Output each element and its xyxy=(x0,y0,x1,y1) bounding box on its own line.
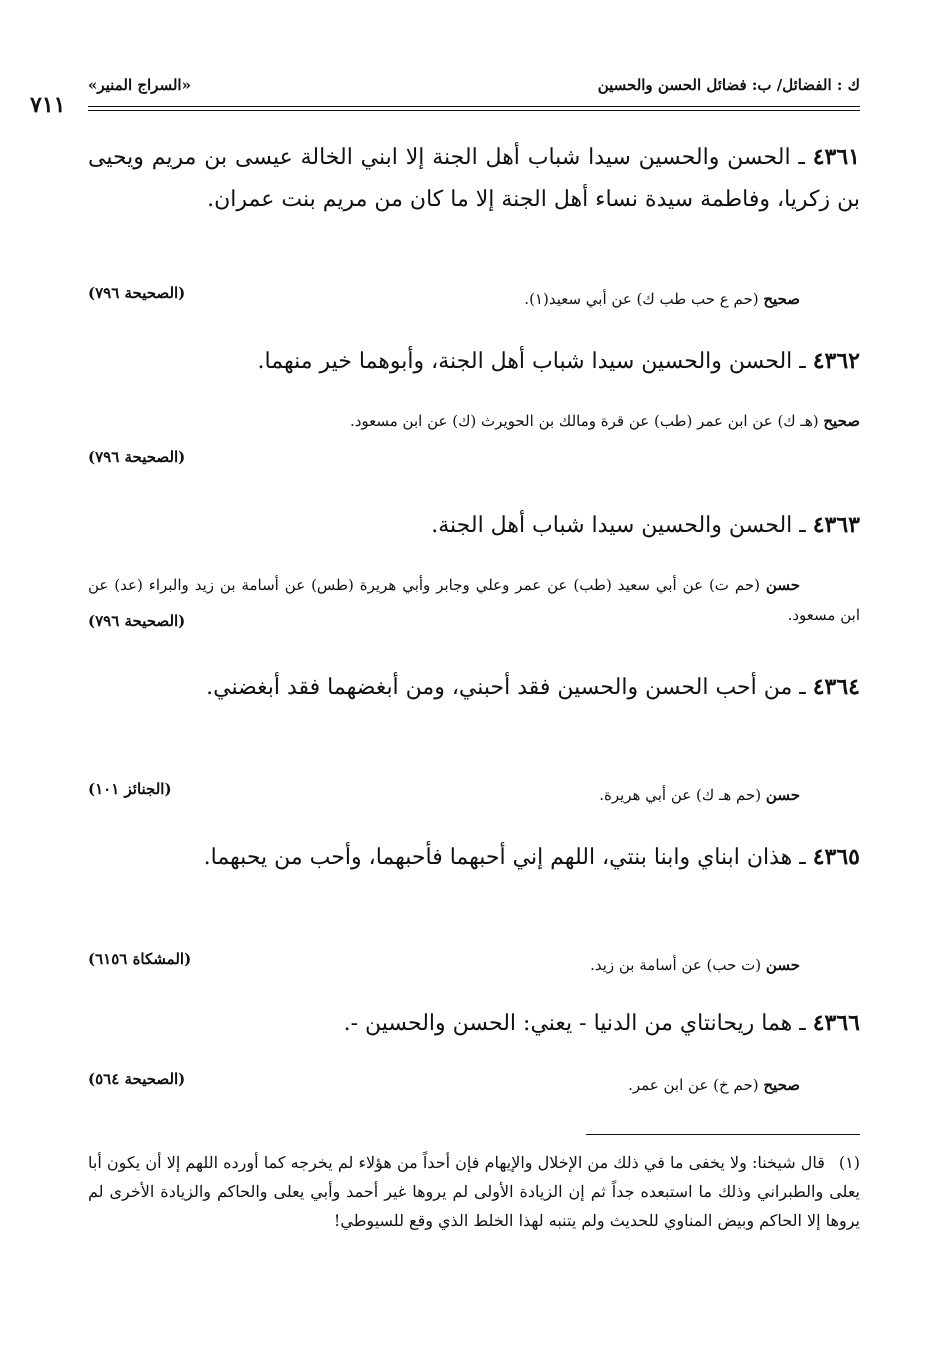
hadith-reference: (الصحيحة ٧٩٦) xyxy=(88,284,186,302)
hadith-source xyxy=(88,284,800,314)
hadith-text: ٤٣٦٤ ـ من أحب الحسن والحسين فقد أحبني، ومن أبغضهما فقد أبغضني. xyxy=(206,674,860,700)
hadith-body: الحسن والحسين سيدا شباب أهل الجنة. xyxy=(431,513,793,538)
hadith-body: هما ريحانتاي من الدنيا - يعني: الحسن والحسين -. xyxy=(343,1011,793,1036)
footnote-text: قال شيخنا: ولا يخفى ما في ذلك من الإخلال والإيهام فإن أحداً من هؤلاء لم يخرجه كما أورده اللهم إلا أن يكون أبا يعلى والطبراني وذلك ما استبعده جداً ثم إن الزيادة الأولى لم يروها غير أحمد وأبي يعلى والحاكم والزيادة الأخرى لم يروها إلا الحاكم وبيض المناوي للحديث ولم يتنبه لهذا الخلط الذي وقع للسيوطي! xyxy=(88,1153,860,1230)
hadith-source xyxy=(88,780,800,810)
hadith-reference: (المشكاة ٦١٥٦) xyxy=(88,950,192,968)
hadith-text: ٤٣٦٦ ـ هما ريحانتاي من الدنيا - يعني: الحسن والحسين -. xyxy=(343,1010,860,1036)
hadith-narrators: (حم ت) عن أبي سعيد (طب) عن عمر وعلي وجابر وأبي هريرة (طس) عن أسامة بن زيد والبراء (عد) عن ابن مسعود. xyxy=(88,576,860,624)
hadith-grade: حسن xyxy=(765,576,800,594)
hadith-text: ٤٣٦٣ ـ الحسن والحسين سيدا شباب أهل الجنة. xyxy=(431,512,860,538)
hadith-grade: حسن xyxy=(765,956,800,974)
hadith-body: هذان ابناي وابنا بنتي، اللهم إني أحبهما فأحبهما، وأحب من يحبهما. xyxy=(203,845,793,870)
hadith-body: من أحب الحسن والحسين فقد أحبني، ومن أبغضهما فقد أبغضني. xyxy=(206,675,793,700)
footnote-mark: (١) xyxy=(838,1153,860,1172)
hadith-source xyxy=(88,1070,800,1100)
hadith-narrators: (حم هـ ك) عن أبي هريرة. xyxy=(599,786,762,804)
hadith-reference: (الصحيحة ٧٩٦) xyxy=(88,612,205,630)
hadith-reference: (الصحيحة ٧٩٦) xyxy=(88,448,186,466)
hadith-text: ٤٣٦٥ ـ هذان ابناي وابنا بنتي، اللهم إني أحبهما فأحبهما، وأحب من يحبهما. xyxy=(203,844,860,870)
running-header xyxy=(88,76,860,106)
hadith-number: ٤٣٦٦ xyxy=(812,1010,860,1036)
hadith-number: ٤٣٦١ xyxy=(812,144,860,170)
footnote-separator xyxy=(586,1134,860,1135)
hadith-number: ٤٣٦٥ xyxy=(812,844,860,870)
hadith-narrators: (ت حب) عن أسامة بن زيد. xyxy=(590,956,762,974)
hadith-grade: صحيح xyxy=(763,290,800,308)
hadith-grade: صحيح xyxy=(763,1076,800,1094)
hadith-number: ٤٣٦٤ xyxy=(812,674,860,700)
hadith-narrators: (حم خ) عن ابن عمر. xyxy=(628,1076,759,1094)
chapter-title: ك : الفضائل/ ب: فضائل الحسن والحسين xyxy=(597,76,860,94)
hadith-number: ٤٣٦٣ xyxy=(812,512,860,538)
hadith-reference: (الجنائز ١٠١) xyxy=(88,780,172,798)
hadith-source xyxy=(88,406,860,436)
footnote xyxy=(88,1148,860,1235)
book-title: «السراج المنير» xyxy=(88,76,191,94)
page-number: ٧١١ xyxy=(30,92,66,118)
hadith-grade: صحيح xyxy=(823,412,860,430)
hadith-narrators: (حم ع حب طب ك) عن أبي سعيد(١). xyxy=(524,290,759,308)
header-rule-top xyxy=(88,106,860,107)
hadith-grade: حسن xyxy=(765,786,800,804)
hadith-text: ٤٣٦١ ـ الحسن والحسين سيدا شباب أهل الجنة إلا ابني الخالة عيسى بن مريم ويحيى بن زكريا، وفاطمة سيدة نساء أهل الجنة إلا ما كان من مريم بنت عمران. xyxy=(88,144,860,212)
hadith-narrators: (هـ ك) عن ابن عمر (طب) عن قرة ومالك بن الحويرث (ك) عن ابن مسعود. xyxy=(349,412,819,430)
hadith-reference: (الصحيحة ٥٦٤) xyxy=(88,1070,186,1088)
hadith-body: الحسن والحسين سيدا شباب أهل الجنة، وأبوهما خير منهما. xyxy=(257,349,793,374)
book-page xyxy=(30,62,860,1352)
hadith-body: الحسن والحسين سيدا شباب أهل الجنة إلا ابني الخالة عيسى بن مريم ويحيى بن زكريا، وفاطمة سيدة نساء أهل الجنة إلا ما كان من مريم بنت عمران. xyxy=(88,145,860,212)
hadith-number: ٤٣٦٢ xyxy=(812,348,860,374)
header-rule-bottom xyxy=(88,110,860,111)
hadith-text: ٤٣٦٢ ـ الحسن والحسين سيدا شباب أهل الجنة، وأبوهما خير منهما. xyxy=(257,348,860,374)
hadith-source xyxy=(88,950,800,980)
